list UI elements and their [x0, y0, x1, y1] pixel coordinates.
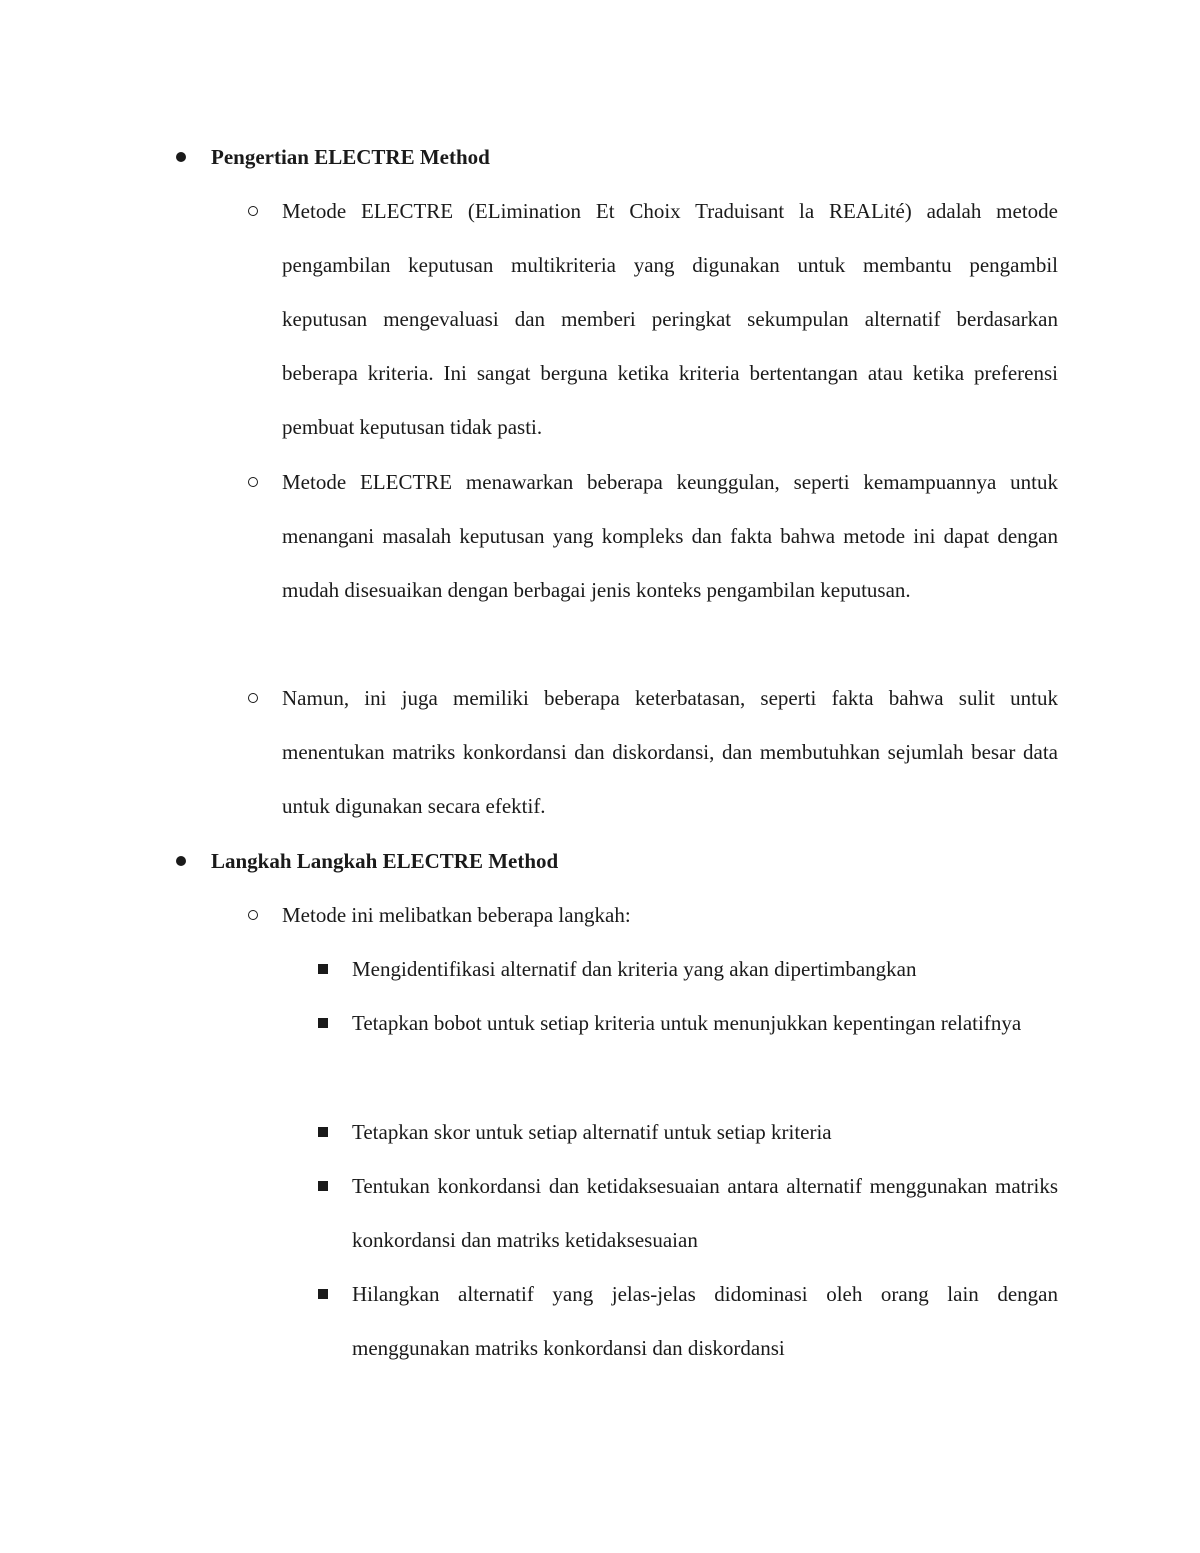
sub-list-item: [352, 1105, 1058, 1159]
section-heading: [211, 130, 1061, 184]
sub-list-item: [352, 942, 1058, 996]
bullet-square-icon: [318, 964, 328, 974]
bullet-circle-icon: [248, 693, 258, 703]
list-item: [282, 184, 1058, 454]
bullet-circle-icon: [248, 206, 258, 216]
bullet-square-icon: [318, 1181, 328, 1191]
section-heading: [211, 834, 1061, 888]
bullet-disc-icon: [176, 856, 186, 866]
list-item: [282, 455, 1058, 617]
sub-list-item-text: Tentukan konkordansi dan ketidaksesuaian antara alternatif menggunakan matriks konkordansi dan matriks ketidaksesuaian: [352, 1174, 1058, 1252]
list-item-text: Metode ELECTRE menawarkan beberapa keunggulan, seperti kemampuannya untuk menangani masalah keputusan yang kompleks dan fakta bahwa metode ini dapat dengan mudah disesuaikan dengan berbagai jenis konteks pengambilan keputusan.: [282, 470, 1058, 602]
bullet-circle-icon: [248, 477, 258, 487]
sub-list-item-text: Mengidentifikasi alternatif dan kriteria yang akan dipertimbangkan: [352, 957, 917, 981]
list-item-text: Metode ELECTRE (ELimination Et Choix Traduisant la REALité) adalah metode pengambilan keputusan multikriteria yang digunakan untuk membantu pengambil keputusan mengevaluasi dan memberi peringkat sekumpulan alternatif berdasarkan beberapa kriteria. Ini sangat berguna ketika kriteria bertentangan atau ketika preferensi pembuat keputusan tidak pasti.: [282, 199, 1058, 439]
sub-list-item: [352, 1267, 1058, 1375]
bullet-square-icon: [318, 1018, 328, 1028]
section-heading-text: Langkah Langkah ELECTRE Method: [211, 849, 559, 873]
sub-list-item-text: Hilangkan alternatif yang jelas-jelas didominasi oleh orang lain dengan menggunakan matriks konkordansi dan diskordansi: [352, 1282, 1058, 1360]
bullet-circle-icon: [248, 910, 258, 920]
list-item: [282, 888, 1058, 942]
list-item-text: Namun, ini juga memiliki beberapa keterbatasan, seperti fakta bahwa sulit untuk menentukan matriks konkordansi dan diskordansi, dan membutuhkan sejumlah besar data untuk digunakan secara efektif.: [282, 686, 1058, 818]
sub-list-item-text: Tetapkan bobot untuk setiap kriteria untuk menunjukkan kepentingan relatifnya: [352, 1011, 1022, 1035]
bullet-square-icon: [318, 1289, 328, 1299]
bullet-square-icon: [318, 1127, 328, 1137]
list-item: [282, 671, 1058, 833]
section-heading-text: Pengertian ELECTRE Method: [211, 145, 490, 169]
sub-list-item: [352, 996, 1058, 1050]
sub-list-item-text: Tetapkan skor untuk setiap alternatif untuk setiap kriteria: [352, 1120, 832, 1144]
list-item-text: Metode ini melibatkan beberapa langkah:: [282, 903, 631, 927]
sub-list-item: [352, 1159, 1058, 1267]
bullet-disc-icon: [176, 152, 186, 162]
